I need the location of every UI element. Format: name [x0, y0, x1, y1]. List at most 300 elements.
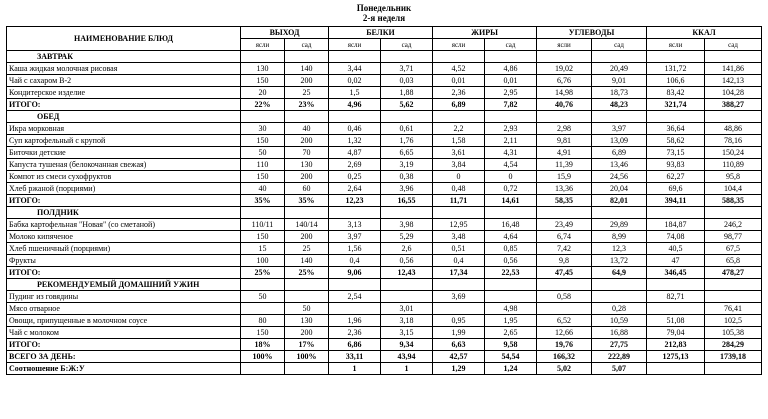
value-cell: 0,03	[381, 75, 433, 87]
section-header-row	[7, 51, 762, 63]
value-cell: 3,61	[433, 147, 485, 159]
empty-cell	[381, 279, 433, 291]
value-cell: 0,56	[381, 255, 433, 267]
value-cell: 3,44	[329, 63, 381, 75]
subheader-cell: ясли	[329, 39, 381, 51]
subheader-cell: сад	[381, 39, 433, 51]
header-row	[7, 27, 762, 39]
value-cell	[485, 291, 537, 303]
value-cell: 6,89	[592, 147, 647, 159]
table-row	[7, 183, 762, 195]
value-cell: 12,66	[537, 327, 592, 339]
value-cell: 346,45	[647, 267, 705, 279]
dish-name: Суп картофельный с крупой	[7, 135, 241, 147]
value-cell: 40,76	[537, 99, 592, 111]
value-cell: 20	[241, 87, 285, 99]
value-cell: 35%	[241, 195, 285, 207]
value-cell: 47,45	[537, 267, 592, 279]
value-cell: 6,89	[433, 99, 485, 111]
value-cell: 33,11	[329, 351, 381, 363]
value-cell: 18,73	[592, 87, 647, 99]
value-cell: 78,16	[705, 135, 762, 147]
value-cell: 20,49	[592, 63, 647, 75]
value-cell: 1275,13	[647, 351, 705, 363]
empty-cell	[433, 207, 485, 219]
value-cell: 9,81	[537, 135, 592, 147]
value-cell: 0,4	[433, 255, 485, 267]
value-cell: 0,02	[329, 75, 381, 87]
table-row	[7, 63, 762, 75]
value-cell: 12,3	[592, 243, 647, 255]
empty-cell	[329, 279, 381, 291]
value-cell: 222,89	[592, 351, 647, 363]
value-cell: 4,86	[485, 63, 537, 75]
value-cell: 1	[329, 363, 381, 375]
value-cell: 3,96	[381, 183, 433, 195]
value-cell: 82,01	[592, 195, 647, 207]
empty-cell	[329, 207, 381, 219]
value-cell: 0,01	[433, 75, 485, 87]
value-cell: 2,69	[329, 159, 381, 171]
dish-name: Каша жидкая молочная рисовая	[7, 63, 241, 75]
value-cell: 140	[285, 63, 329, 75]
value-cell: 79,04	[647, 327, 705, 339]
value-cell: 2,11	[485, 135, 537, 147]
value-cell: 54,54	[485, 351, 537, 363]
page-subtitle: 2-я неделя	[362, 13, 406, 23]
value-cell: 0,48	[433, 183, 485, 195]
empty-cell	[381, 207, 433, 219]
value-cell: 0,72	[485, 183, 537, 195]
value-cell: 150	[241, 171, 285, 183]
value-cell: 200	[285, 171, 329, 183]
value-cell: 9,34	[381, 339, 433, 351]
value-cell	[285, 363, 329, 375]
empty-cell	[705, 51, 762, 63]
value-cell: 12,43	[381, 267, 433, 279]
empty-cell	[381, 111, 433, 123]
value-cell: 50	[285, 303, 329, 315]
empty-cell	[241, 51, 285, 63]
value-cell: 4,54	[485, 159, 537, 171]
value-cell: 1,76	[381, 135, 433, 147]
dish-name: Кондитерское изделие	[7, 87, 241, 99]
value-cell: 3,71	[381, 63, 433, 75]
total-row	[7, 99, 762, 111]
subheader-cell: сад	[705, 39, 762, 51]
dish-name: ИТОГО:	[7, 99, 241, 111]
day-total-row	[7, 351, 762, 363]
empty-cell	[592, 207, 647, 219]
value-cell: 24,56	[592, 171, 647, 183]
dish-name: ИТОГО:	[7, 267, 241, 279]
value-cell: 166,32	[537, 351, 592, 363]
empty-cell	[705, 207, 762, 219]
value-cell: 74,08	[647, 231, 705, 243]
value-cell: 23,49	[537, 219, 592, 231]
value-cell: 0,61	[381, 123, 433, 135]
empty-cell	[241, 111, 285, 123]
value-cell: 16,48	[485, 219, 537, 231]
value-cell: 106,6	[647, 75, 705, 87]
dish-name: Капуста тушеная (белокочанная свежая)	[7, 159, 241, 171]
value-cell: 150	[241, 75, 285, 87]
value-cell: 2,95	[485, 87, 537, 99]
value-cell	[433, 303, 485, 315]
value-cell: 110	[241, 159, 285, 171]
value-cell: 200	[285, 75, 329, 87]
value-cell: 2,6	[381, 243, 433, 255]
empty-cell	[485, 207, 537, 219]
empty-cell	[647, 207, 705, 219]
value-cell: 69,6	[647, 183, 705, 195]
value-cell: 3,01	[381, 303, 433, 315]
value-cell: 4,91	[537, 147, 592, 159]
value-cell: 62,27	[647, 171, 705, 183]
value-cell: 110/11	[241, 219, 285, 231]
value-cell: 1,56	[329, 243, 381, 255]
value-cell: 2,36	[329, 327, 381, 339]
value-cell: 200	[285, 231, 329, 243]
value-cell: 98,77	[705, 231, 762, 243]
table-row	[7, 255, 762, 267]
dish-name: Чай с сахаром В-2	[7, 75, 241, 87]
value-cell: 6,86	[329, 339, 381, 351]
value-cell: 7,82	[485, 99, 537, 111]
empty-cell	[241, 207, 285, 219]
subheader-cell: ясли	[241, 39, 285, 51]
value-cell: 150	[241, 231, 285, 243]
value-cell: 42,57	[433, 351, 485, 363]
table-row	[7, 327, 762, 339]
value-cell: 14,61	[485, 195, 537, 207]
dish-name: ИТОГО:	[7, 195, 241, 207]
value-cell: 3,15	[381, 327, 433, 339]
value-cell: 0,85	[485, 243, 537, 255]
value-cell: 1,29	[433, 363, 485, 375]
total-row	[7, 339, 762, 351]
value-cell	[381, 291, 433, 303]
dish-name: Соотношение Б:Ж:У	[7, 363, 241, 375]
value-cell: 140/14	[285, 219, 329, 231]
value-cell: 12,23	[329, 195, 381, 207]
empty-cell	[537, 51, 592, 63]
value-cell: 1,95	[485, 315, 537, 327]
value-cell: 141,86	[705, 63, 762, 75]
empty-cell	[285, 207, 329, 219]
subheader-cell: ясли	[433, 39, 485, 51]
value-cell: 25%	[285, 267, 329, 279]
empty-cell	[647, 51, 705, 63]
table-row	[7, 243, 762, 255]
value-cell: 15,9	[537, 171, 592, 183]
value-cell: 40	[241, 183, 285, 195]
value-cell: 16,88	[592, 327, 647, 339]
empty-cell	[433, 111, 485, 123]
section-title: РЕКОМЕНДУЕМЫЙ ДОМАШНИЙ УЖИН	[7, 279, 241, 291]
menu-table	[6, 26, 762, 375]
value-cell	[705, 291, 762, 303]
ratio-row	[7, 363, 762, 375]
value-cell: 14,98	[537, 87, 592, 99]
column-header-output: ВЫХОД	[241, 27, 329, 39]
dish-name: Биточки детские	[7, 147, 241, 159]
value-cell: 102,5	[705, 315, 762, 327]
value-cell: 17%	[285, 339, 329, 351]
value-cell: 246,2	[705, 219, 762, 231]
table-row	[7, 135, 762, 147]
value-cell: 6,76	[537, 75, 592, 87]
value-cell: 9,8	[537, 255, 592, 267]
value-cell: 4,31	[485, 147, 537, 159]
section-header-row	[7, 279, 762, 291]
value-cell	[705, 363, 762, 375]
value-cell: 104,4	[705, 183, 762, 195]
value-cell: 25	[285, 243, 329, 255]
value-cell: 82,71	[647, 291, 705, 303]
dish-name: Мясо отварное	[7, 303, 241, 315]
value-cell: 17,34	[433, 267, 485, 279]
table-row	[7, 303, 762, 315]
table-row	[7, 219, 762, 231]
value-cell	[592, 291, 647, 303]
value-cell: 0,95	[433, 315, 485, 327]
section-header-row	[7, 111, 762, 123]
subheader-cell: ясли	[647, 39, 705, 51]
value-cell: 70	[285, 147, 329, 159]
empty-cell	[537, 111, 592, 123]
dish-name: Икра морковная	[7, 123, 241, 135]
subheader-cell: сад	[485, 39, 537, 51]
value-cell: 19,76	[537, 339, 592, 351]
value-cell: 6,52	[537, 315, 592, 327]
empty-cell	[647, 111, 705, 123]
value-cell: 2,65	[485, 327, 537, 339]
value-cell: 3,69	[433, 291, 485, 303]
value-cell: 50	[241, 147, 285, 159]
value-cell	[537, 303, 592, 315]
subheader-cell: сад	[592, 39, 647, 51]
value-cell: 150	[241, 135, 285, 147]
table-row	[7, 147, 762, 159]
value-cell: 35%	[285, 195, 329, 207]
empty-cell	[537, 207, 592, 219]
value-cell: 388,27	[705, 99, 762, 111]
value-cell: 47	[647, 255, 705, 267]
value-cell: 3,97	[329, 231, 381, 243]
value-cell: 5,02	[537, 363, 592, 375]
value-cell: 0,38	[381, 171, 433, 183]
value-cell: 110,89	[705, 159, 762, 171]
empty-cell	[705, 279, 762, 291]
value-cell: 5,29	[381, 231, 433, 243]
value-cell: 1,5	[329, 87, 381, 99]
value-cell: 15	[241, 243, 285, 255]
value-cell: 4,96	[329, 99, 381, 111]
value-cell: 100%	[285, 351, 329, 363]
table-row	[7, 291, 762, 303]
value-cell: 104,28	[705, 87, 762, 99]
value-cell: 3,84	[433, 159, 485, 171]
value-cell: 40,5	[647, 243, 705, 255]
value-cell: 1,24	[485, 363, 537, 375]
value-cell: 9,58	[485, 339, 537, 351]
value-cell: 7,42	[537, 243, 592, 255]
value-cell: 130	[241, 63, 285, 75]
value-cell: 2,93	[485, 123, 537, 135]
total-row	[7, 267, 762, 279]
empty-cell	[485, 279, 537, 291]
value-cell: 76,41	[705, 303, 762, 315]
value-cell	[241, 303, 285, 315]
column-header-name: НАИМЕНОВАНИЕ БЛЮД	[7, 27, 241, 51]
dish-name: Хлеб пшеничный (порциями)	[7, 243, 241, 255]
value-cell: 11,39	[537, 159, 592, 171]
value-cell: 5,07	[592, 363, 647, 375]
value-cell	[647, 303, 705, 315]
value-cell: 27,75	[592, 339, 647, 351]
dish-name: Молоко кипяченое	[7, 231, 241, 243]
value-cell: 130	[285, 159, 329, 171]
empty-cell	[485, 111, 537, 123]
value-cell: 22%	[241, 99, 285, 111]
section-title: ОБЕД	[7, 111, 241, 123]
value-cell: 95,8	[705, 171, 762, 183]
value-cell: 184,87	[647, 219, 705, 231]
dish-name: Компот из смеси сухофруктов	[7, 171, 241, 183]
empty-cell	[647, 279, 705, 291]
value-cell: 6,63	[433, 339, 485, 351]
empty-cell	[285, 111, 329, 123]
value-cell: 588,35	[705, 195, 762, 207]
value-cell: 0,46	[329, 123, 381, 135]
value-cell: 0,01	[485, 75, 537, 87]
value-cell: 6,65	[381, 147, 433, 159]
value-cell	[285, 291, 329, 303]
empty-cell	[329, 51, 381, 63]
value-cell: 142,13	[705, 75, 762, 87]
value-cell: 22,53	[485, 267, 537, 279]
value-cell: 3,19	[381, 159, 433, 171]
empty-cell	[329, 111, 381, 123]
value-cell: 73,15	[647, 147, 705, 159]
table-row	[7, 231, 762, 243]
value-cell: 5,62	[381, 99, 433, 111]
value-cell: 51,08	[647, 315, 705, 327]
value-cell: 4,98	[485, 303, 537, 315]
table-row	[7, 87, 762, 99]
value-cell: 36,64	[647, 123, 705, 135]
section-title: ЗАВТРАК	[7, 51, 241, 63]
value-cell: 83,42	[647, 87, 705, 99]
value-cell: 18%	[241, 339, 285, 351]
value-cell: 43,94	[381, 351, 433, 363]
value-cell: 4,87	[329, 147, 381, 159]
empty-cell	[433, 279, 485, 291]
empty-cell	[381, 51, 433, 63]
empty-cell	[285, 51, 329, 63]
value-cell: 1	[381, 363, 433, 375]
value-cell: 93,83	[647, 159, 705, 171]
value-cell: 2,64	[329, 183, 381, 195]
value-cell: 1,32	[329, 135, 381, 147]
value-cell: 80	[241, 315, 285, 327]
value-cell: 48,23	[592, 99, 647, 111]
table-row	[7, 159, 762, 171]
value-cell: 284,29	[705, 339, 762, 351]
value-cell: 16,55	[381, 195, 433, 207]
empty-cell	[241, 279, 285, 291]
value-cell: 9,06	[329, 267, 381, 279]
value-cell: 23%	[285, 99, 329, 111]
value-cell: 9,01	[592, 75, 647, 87]
table-body	[7, 51, 762, 375]
value-cell: 0,28	[592, 303, 647, 315]
value-cell: 64,9	[592, 267, 647, 279]
empty-cell	[537, 279, 592, 291]
value-cell: 4,64	[485, 231, 537, 243]
subheader-cell: ясли	[537, 39, 592, 51]
value-cell: 30	[241, 123, 285, 135]
empty-cell	[485, 51, 537, 63]
value-cell: 100	[241, 255, 285, 267]
value-cell: 3,13	[329, 219, 381, 231]
value-cell: 3,48	[433, 231, 485, 243]
value-cell: 29,89	[592, 219, 647, 231]
dish-name: ВСЕГО ЗА ДЕНЬ:	[7, 351, 241, 363]
empty-cell	[705, 111, 762, 123]
value-cell	[329, 303, 381, 315]
value-cell: 13,46	[592, 159, 647, 171]
dish-name: Фрукты	[7, 255, 241, 267]
empty-cell	[592, 279, 647, 291]
dish-name: ИТОГО:	[7, 339, 241, 351]
value-cell: 3,97	[592, 123, 647, 135]
value-cell: 20,04	[592, 183, 647, 195]
value-cell: 19,02	[537, 63, 592, 75]
value-cell: 394,11	[647, 195, 705, 207]
empty-cell	[592, 51, 647, 63]
dish-name: Чай с молоком	[7, 327, 241, 339]
table-row	[7, 75, 762, 87]
value-cell: 130	[285, 315, 329, 327]
value-cell: 13,72	[592, 255, 647, 267]
value-cell: 3,98	[381, 219, 433, 231]
value-cell: 0,51	[433, 243, 485, 255]
page-title: Понедельник	[356, 3, 412, 13]
value-cell: 200	[285, 327, 329, 339]
value-cell: 12,95	[433, 219, 485, 231]
total-row	[7, 195, 762, 207]
value-cell: 13,09	[592, 135, 647, 147]
subheader-cell: сад	[285, 39, 329, 51]
value-cell: 0,56	[485, 255, 537, 267]
column-header-kcal: ККАЛ	[647, 27, 762, 39]
value-cell: 4,52	[433, 63, 485, 75]
dish-name: Пудинг из говядины	[7, 291, 241, 303]
value-cell: 58,35	[537, 195, 592, 207]
value-cell: 1,96	[329, 315, 381, 327]
dish-name: Хлеб ржаной (порциями)	[7, 183, 241, 195]
value-cell: 0,58	[537, 291, 592, 303]
value-cell: 65,8	[705, 255, 762, 267]
value-cell: 0	[485, 171, 537, 183]
value-cell: 40	[285, 123, 329, 135]
value-cell: 25%	[241, 267, 285, 279]
value-cell: 67,5	[705, 243, 762, 255]
dish-name: Овощи, припущенные в молочном соусе	[7, 315, 241, 327]
value-cell: 321,74	[647, 99, 705, 111]
